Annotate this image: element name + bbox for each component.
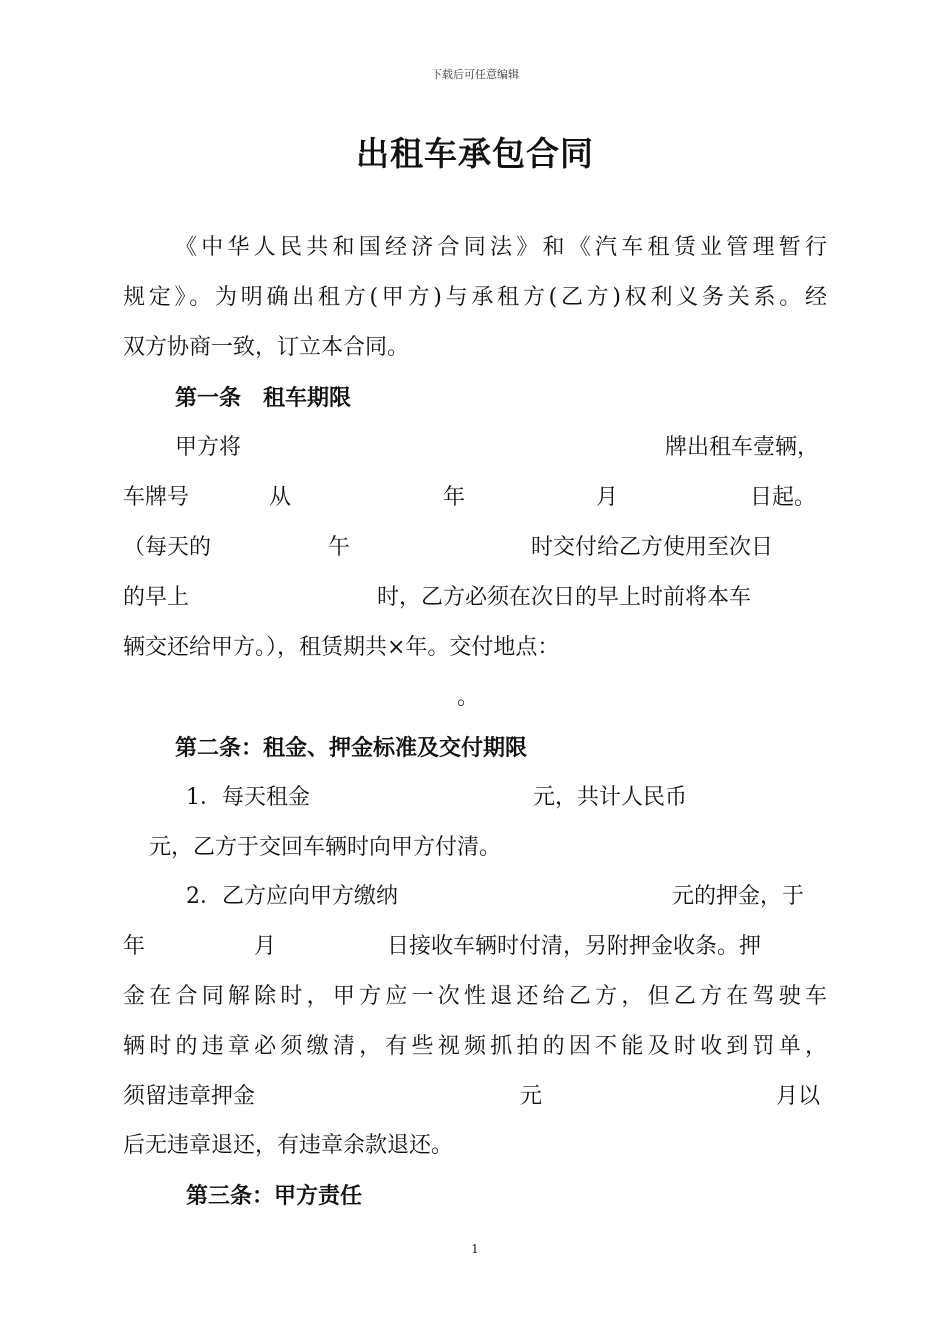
- intro-line-2: 规定》。为明确出租方(甲方)与承租方(乙方)权利义务关系。经: [123, 285, 827, 310]
- article-2-text: 日接收车辆时付清，另附押金收条。押: [387, 934, 762, 959]
- article-2-text: 月以: [776, 1084, 821, 1109]
- article-1-text: 牌出租车壹辆，: [665, 435, 820, 460]
- intro-line-1: 《中华人民共和国经济合同法》和《汽车租赁业管理暂行: [175, 235, 827, 260]
- article-2-text: 月: [254, 934, 277, 959]
- article-1-text: 时交付给乙方使用至次日: [531, 535, 774, 560]
- article-1-text: 车牌号: [123, 485, 190, 510]
- article-2-text: 元，共计人民币: [533, 785, 688, 810]
- article-2-text: 辆时的违章必须缴清，有些视频抓拍的因不能及时收到罚单，: [123, 1034, 827, 1059]
- article-2-text: 元，乙方于交回车辆时向甲方付清。: [149, 835, 502, 860]
- article-2-text: 年: [123, 934, 146, 959]
- article-1-text: 辆交还给甲方。），租赁期共×年。交付地点：: [123, 635, 560, 660]
- article-1-text: 年: [443, 485, 466, 510]
- article-1-text: 午: [328, 535, 351, 560]
- article-1-text: 从: [269, 485, 292, 510]
- document-title: 出租车承包合同: [356, 134, 594, 173]
- article-2-text: 元: [520, 1084, 543, 1109]
- article-2-heading: 第二条：租金、押金标准及交付期限: [175, 735, 528, 761]
- intro-line-3: 双方协商一致，订立本合同。: [123, 335, 410, 360]
- article-1-text: （每天的: [123, 535, 212, 560]
- article-2-text: 后无违章退还，有违章余款退还。: [123, 1133, 454, 1158]
- article-1-text: 日起。: [750, 485, 817, 510]
- article-1-text: 的早上: [123, 585, 190, 610]
- article-2-text: 1．每天租金: [186, 785, 310, 810]
- article-2-text: 元的押金，于: [672, 884, 805, 909]
- article-1-text: 甲方将: [175, 435, 242, 460]
- article-3-heading: 第三条：甲方责任: [186, 1183, 363, 1209]
- page-header: 下载后可任意编辑: [431, 68, 519, 81]
- article-1-text: 月: [596, 485, 619, 510]
- article-2-text: 金在合同解除时，甲方应一次性退还给乙方，但乙方在驾驶车: [123, 984, 827, 1009]
- page-number: 1: [471, 1242, 479, 1256]
- article-1-heading: 第一条 租车期限: [175, 385, 352, 411]
- article-2-text: 须留违章押金: [123, 1084, 256, 1109]
- article-2-text: 2．乙方应向甲方缴纳: [186, 884, 398, 909]
- article-1-text: 时，乙方必须在次日的早上时前将本车: [377, 585, 752, 610]
- article-1-text: 。: [457, 685, 480, 710]
